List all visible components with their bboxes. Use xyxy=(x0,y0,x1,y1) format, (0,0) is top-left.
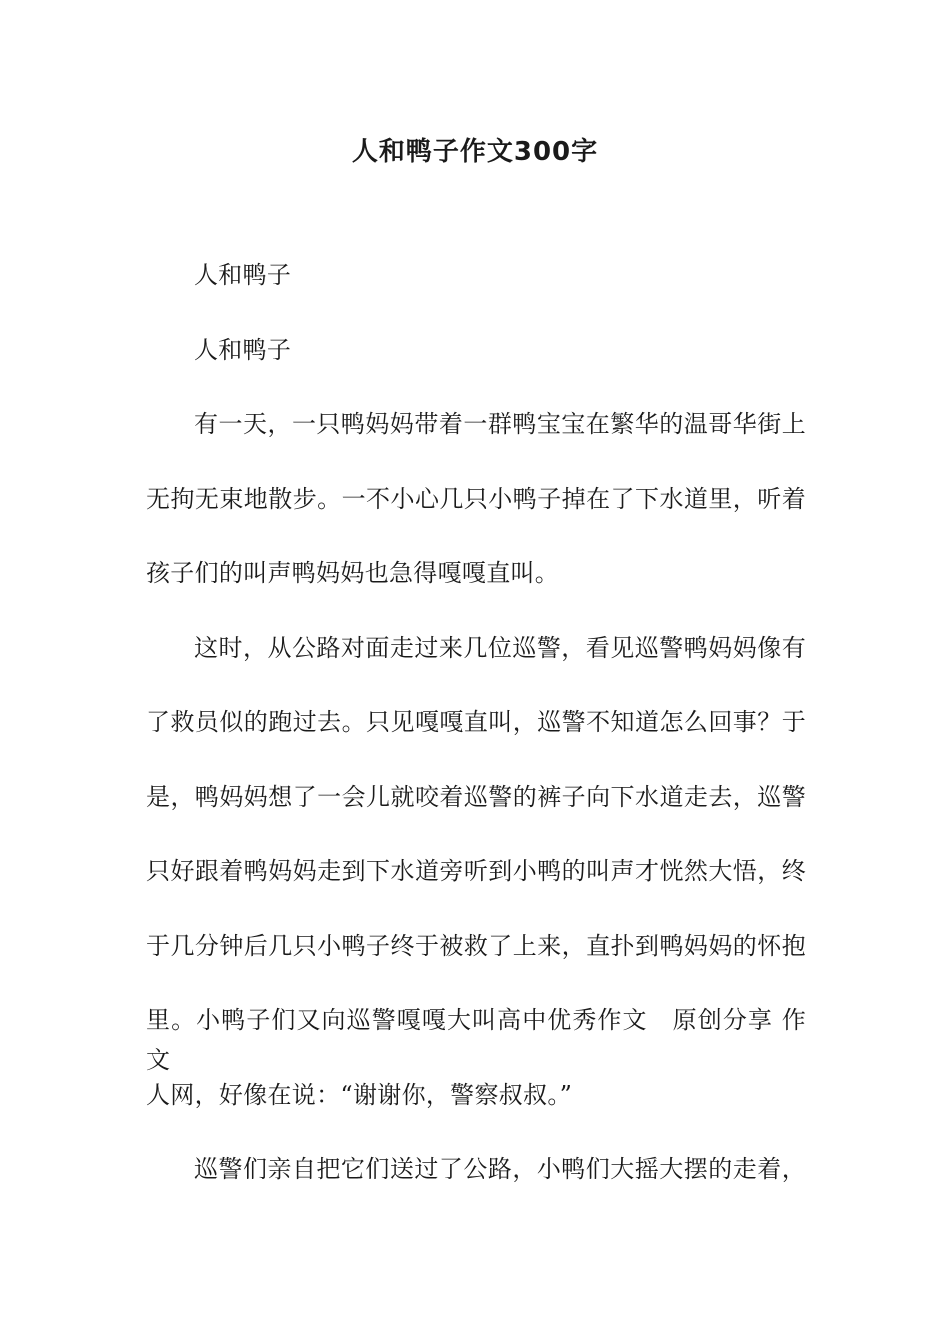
document-body xyxy=(146,255,806,1224)
text-line: 人网，好像在说：“谢谢你，警察叔叔。” xyxy=(146,1080,573,1109)
text-line: 有一天，一只鸭妈妈带着一群鸭宝宝在繁华的温哥华街上 xyxy=(194,410,806,438)
document-title: 人和鸭子作文300字 xyxy=(351,137,599,167)
text-line: 于几分钟后几只小鸭子终于被救了上来，直扑到鸭妈妈的怀抱 xyxy=(146,931,806,960)
text-line: 巡警们亲自把它们送过了公路，小鸭们大摇大摆的走着， xyxy=(194,1155,806,1183)
text-line: 里。小鸭子们又向巡警嘎嘎大叫高中优秀作文 原创分享 作文 xyxy=(146,1006,806,1074)
text-line: 是，鸭妈妈想了一会儿就咬着巡警的裤子向下水道走去，巡警 xyxy=(146,782,806,811)
text-line: 这时，从公路对面走过来几位巡警，看见巡警鸭妈妈像有 xyxy=(194,633,806,662)
text-line: 人和鸭子 xyxy=(194,261,292,289)
text-line: 孩子们的叫声鸭妈妈也急得嘎嘎直叫。 xyxy=(146,559,560,587)
text-line: 人和鸭子 xyxy=(194,335,292,364)
text-line: 只好跟着鸭妈妈走到下水道旁听到小鸭的叫声才恍然大悟，终 xyxy=(146,857,806,885)
text-line: 了救员似的跑过去。只见嘎嘎直叫，巡警不知道怎么回事？于 xyxy=(146,708,806,736)
text-line: 无拘无束地散步。一不小心几只小鸭子掉在了下水道里，听着 xyxy=(146,484,806,513)
